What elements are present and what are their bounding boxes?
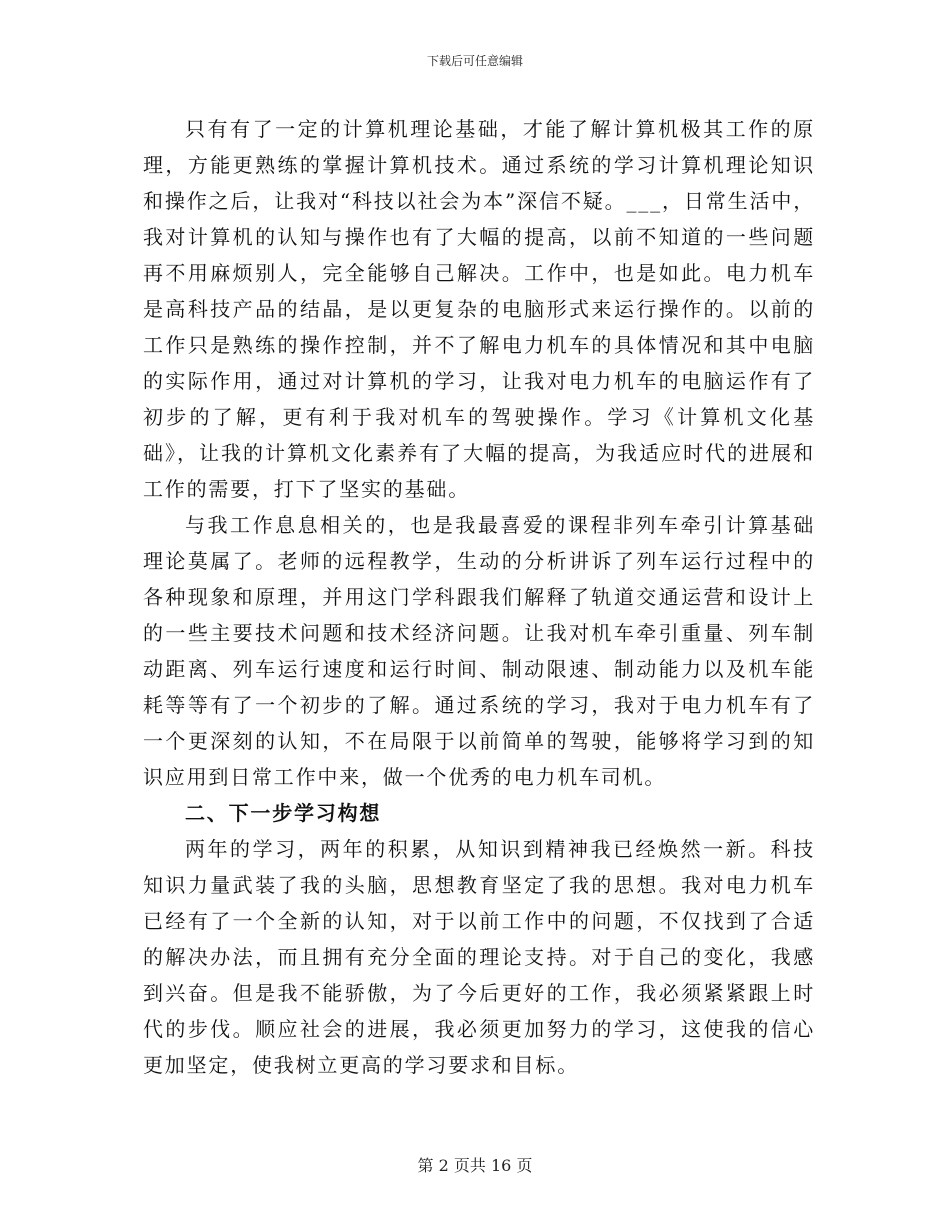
section-heading: 二、下一步学习构想 (185, 801, 382, 825)
page-footer: 第 2 页共 16 页 (417, 1156, 533, 1175)
document-body (143, 111, 815, 1083)
page-header: 下载后可任意编辑 (426, 54, 523, 68)
paragraph-train-traction: 与我工作息息相关的，也是我最喜爱的课程非列车牵引计算基础理论莫属了。老师的远程教学，生动的分析讲诉了列车运行过程中的各种现象和原理，并用这门学科跟我们解释了轨道交通运营和设计上的一些主要技术问题和技术经济问题。让我对机车牵引重量、列车制动距离、列车运行速度和运行时间、制动限速、制动能力以及机车能耗等等有了一个初步的了解。通过系统的学习，我对于电力机车有了一个更深刻的认知，不在局限于以前简单的驾驶，能够将学习到的知识应用到日常工作中来，做一个优秀的电力机车司机。 (143, 513, 815, 789)
paragraph-computer-theory: 只有有了一定的计算机理论基础，才能了解计算机极其工作的原理，方能更熟练的掌握计算机技术。通过系统的学习计算机理论知识和操作之后，让我对“科技以社会为本”深信不疑。___，日常生活中，我对计算机的认知与操作也有了大幅的提高，以前不知道的一些问题再不用麻烦别人，完全能够自己解决。工作中，也是如此。电力机车是高科技产品的结晶，是以更复杂的电脑形式来运行操作的。以前的工作只是熟练的操作控制，并不了解电力机车的具体情况和其中电脑的实际作用，通过对计算机的学习，让我对电力机车的电脑运作有了初步的了解，更有利于我对机车的驾驶操作。学习《计算机文化基础》，让我的计算机文化素养有了大幅的提高，为我适应时代的进展和工作的需要，打下了坚实的基础。 (143, 117, 815, 501)
paragraph-next-steps: 两年的学习，两年的积累，从知识到精神我已经焕然一新。科技知识力量武装了我的头脑，思想教育坚定了我的思想。我对电力机车已经有了一个全新的认知，对于以前工作中的问题，不仅找到了合适的解决办法，而且拥有充分全面的理论支持。对于自己的变化，我感到兴奋。但是我不能骄傲，为了今后更好的工作，我必须紧紧跟上时代的步伐。顺应社会的进展，我必须更加努力的学习，这使我的信心更加坚定，使我树立更高的学习要求和目标。 (143, 837, 815, 1077)
